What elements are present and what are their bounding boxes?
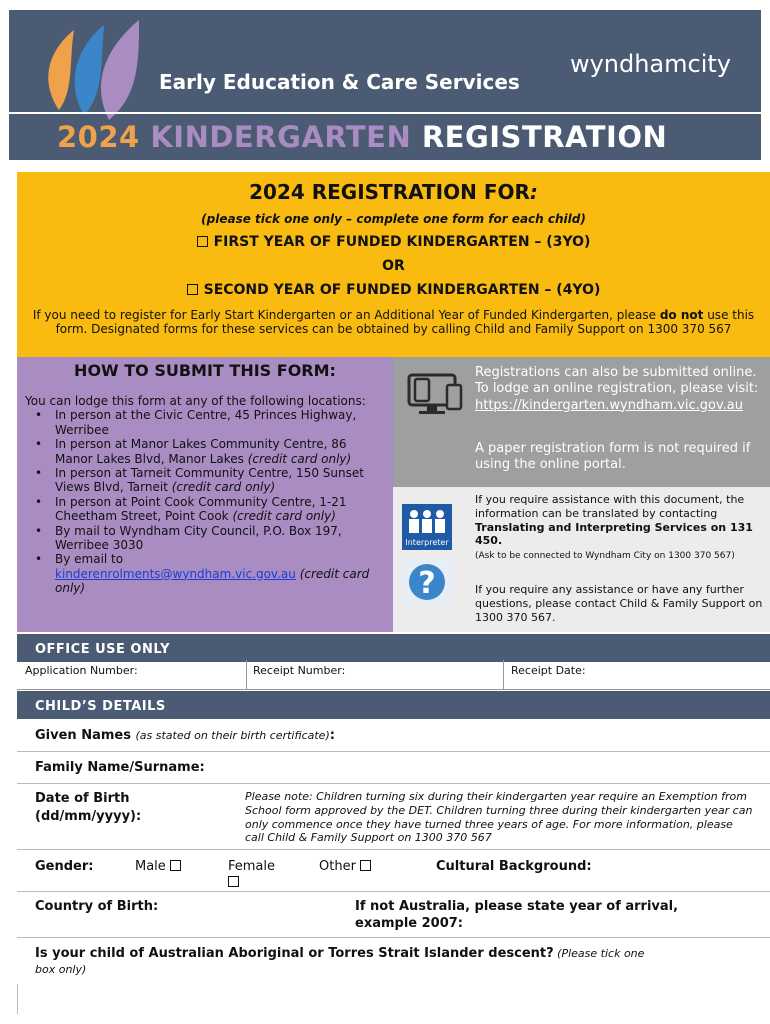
online-registration-section [393,357,770,487]
header-subtitle: Early Education & Care Services [159,70,520,94]
gender-label: Gender: [35,859,94,874]
checkbox-second-year[interactable] [187,284,198,295]
registration-note: If you need to register for Early Start Kindergarten or an Additional Year of Funded Kindergarten, please do not use this form. Designated forms for these services can be obtained by calling Child and Family Support on 1300 370 567 [32,308,755,337]
option-second-year[interactable]: SECOND YEAR OF FUNDED KINDERGARTEN – (4YO) [17,282,770,298]
brand-logo-text: wyndhamcity [569,50,731,78]
dob-note: Please note: Children turning six during their kindergarten year require an Exemption from School form approved by the DET. Children turning three during their kindergarten year can only commence once they have turned three years of age. For more information, please call Child & Family Support on 1300 370 567 [245,790,753,845]
checkbox-female[interactable] [228,876,239,887]
divider [9,112,761,114]
list-item: • In person at Tarneit Community Centre, 150 Sunset Views Blvd, Tarneit (credit card only) [35,466,385,495]
divider [503,660,504,690]
gender-female-option[interactable]: Female [228,859,298,890]
submit-locations-list [35,408,385,595]
interpreter-label: Interpreter [405,538,449,547]
page-title [57,120,667,154]
monitor-phone-icon [407,371,463,419]
list-item: • In person at Manor Lakes Community Centre, 86 Manor Lakes Blvd, Manor Lakes (credit card only) [35,437,385,466]
given-names-row[interactable]: Given Names (as stated on their birth certificate): [17,719,770,752]
online-portal-link[interactable]: https://kindergarten.wyndham.vic.gov.au [475,397,744,413]
how-intro: You can lodge this form at any of the following locations: [25,394,366,408]
office-use-row [17,660,770,690]
cultural-background-label: Cultural Background: [436,859,592,874]
gender-other-option[interactable]: Other [319,859,377,874]
list-item: • In person at Point Cook Community Centre, 1-21 Cheetham Street, Point Cook (credit card only) [35,495,385,524]
checkbox-male[interactable] [170,860,181,871]
receipt-date-label: Receipt Date: [511,664,586,677]
svg-text:?: ? [418,566,436,601]
question-icon [402,559,452,605]
application-number-label: Application Number: [25,664,138,677]
title-kindergarten: KINDERGARTEN [150,120,412,154]
registration-instruction: (please tick one only – complete one form for each child) [201,212,586,226]
list-item: • By email to kinderenrolments@wyndham.vic.gov.au (credit card only) [35,552,385,595]
office-use-bar: OFFICE USE ONLY [17,634,770,662]
questions-text: If you require any assistance or have any further questions, please contact Child & Family Support on 1300 370 567. [475,583,763,624]
aboriginal-question: Is your child of Australian Aboriginal or Torres Strait Islander descent? (Please tick one box only) [35,946,645,977]
checkbox-other[interactable] [360,860,371,871]
title-year: 2024 [57,120,140,154]
leaf-logo-icon [29,20,159,120]
dob-label: Date of Birth (dd/mm/yyyy): [35,791,142,825]
assistance-section [393,487,770,632]
how-heading: HOW TO SUBMIT THIS FORM: [74,361,336,380]
or-label: OR [382,258,405,274]
interpreter-text: If you require assistance with this document, the information can be translated by contacting Translating and Interpreting Services on 131 450. (Ask to be connected to Wyndham City on 1300 370 567) [475,493,753,561]
title-registration: REGISTRATION [421,120,668,154]
given-names-label: Given Names [35,728,131,743]
receipt-number-label: Receipt Number: [253,664,346,677]
list-item: • In person at the Civic Centre, 45 Princes Highway, Werribee [35,408,385,437]
people-icon [402,504,452,550]
family-name-label: Family Name/Surname: [35,760,205,775]
aboriginal-row [17,938,770,984]
interpreter-icon [402,504,452,550]
question-mark-icon [402,559,452,605]
registration-heading: 2024 REGISTRATION FOR: [249,180,538,204]
divider [17,984,18,1014]
childs-details-bar: CHILD’S DETAILS [17,691,770,719]
registration-type-section [17,172,770,357]
family-name-row[interactable] [17,752,770,784]
gender-male-option[interactable]: Male [135,859,187,874]
email-link[interactable]: kinderenrolments@wyndham.vic.gov.au [55,566,296,581]
how-to-submit-section [17,357,393,632]
checkbox-first-year[interactable] [197,236,208,247]
gender-row [17,850,770,892]
country-of-birth-label: Country of Birth: [35,899,159,914]
dob-row[interactable] [17,784,770,850]
online-text: Registrations can also be submitted online. To lodge an online registration, please visit: https://kindergarten.wyndham.vic.gov.au [475,365,759,413]
arrival-year-label: If not Australia, please state year of arrival, example 2007: [355,899,679,931]
divider [246,660,247,690]
online-note: A paper registration form is not required if using the online portal. [475,441,751,473]
list-item: • By mail to Wyndham City Council, P.O. Box 197, Werribee 3030 [35,524,385,553]
country-row[interactable] [17,892,770,938]
header-banner [9,10,761,160]
option-first-year[interactable]: FIRST YEAR OF FUNDED KINDERGARTEN – (3YO) [17,234,770,250]
